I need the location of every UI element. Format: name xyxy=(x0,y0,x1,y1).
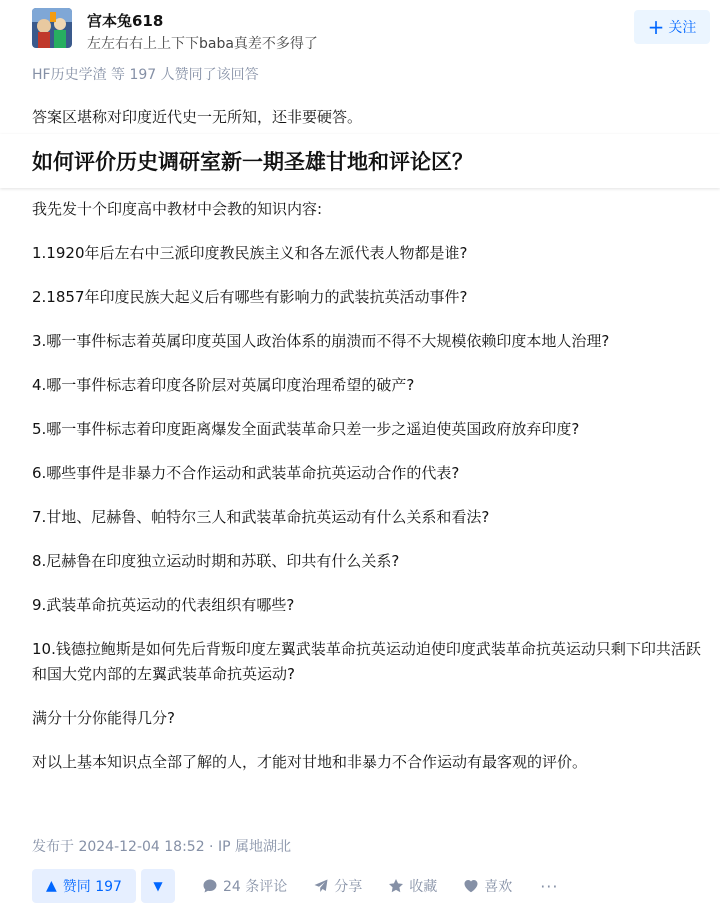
triangle-down-icon: ▼ xyxy=(153,879,163,893)
paragraph: 10.钱德拉鲍斯是如何先后背叛印度左翼武装革命抗英运动迫使印度武装革命抗英运动只剩下印共活跃和国大党内部的左翼武装革命抗英运动? xyxy=(32,640,701,683)
paragraph: 7.甘地、尼赫鲁、帕特尔三人和武装革命抗英运动有什么关系和看法? xyxy=(32,508,490,526)
author-name[interactable]: 宫本兔618 xyxy=(87,12,164,30)
paragraph: 5.哪一事件标志着印度距离爆发全面武装革命只差一步之遥迫使英国政府放弃印度? xyxy=(32,420,580,438)
paragraph: 3.哪一事件标志着英属印度英国人政治体系的崩溃而不得不大规模依赖印度本地人治理? xyxy=(32,332,610,350)
author-bio: 左左右右上上下下baba真差不多得了 xyxy=(87,36,318,52)
paragraph: 8.尼赫鲁在印度独立运动时期和苏联、印共有什么关系? xyxy=(32,552,400,570)
paragraph: 1.1920年后左右中三派印度教民族主义和各左派代表人物都是谁? xyxy=(32,244,468,262)
author-card xyxy=(32,6,720,56)
favorite-button[interactable] xyxy=(388,876,437,896)
paragraph: 4.哪一事件标志着印度各阶层对英属印度治理希望的破产? xyxy=(32,376,415,394)
share-button[interactable] xyxy=(313,876,362,896)
paragraph: 6.哪些事件是非暴力不合作运动和武装革命抗英运动合作的代表? xyxy=(32,464,460,482)
paragraph: 对以上基本知识点全部了解的人，才能对甘地和非暴力不合作运动有最客观的评价。 xyxy=(32,753,588,771)
paragraph: 2.1857年印度民族大起义后有哪些有影响力的武装抗英活动事件? xyxy=(32,288,468,306)
question-header xyxy=(0,134,720,188)
like-button[interactable] xyxy=(463,876,512,896)
triangle-up-icon: ▲ xyxy=(46,878,57,894)
plus-icon: + xyxy=(647,15,665,39)
like-label: 喜欢 xyxy=(484,879,513,895)
paragraph: 9.武装革命抗英运动的代表组织有哪些? xyxy=(32,596,295,614)
vote-info[interactable]: HF历史学渣 等 197 人赞同了该回答 xyxy=(32,67,259,83)
star-icon xyxy=(388,878,404,894)
comment-label: 24 条评论 xyxy=(222,879,288,895)
upvote-button[interactable] xyxy=(32,869,136,903)
action-bar xyxy=(32,869,558,903)
avatar[interactable] xyxy=(32,8,72,48)
more-button[interactable]: ··· xyxy=(540,876,559,896)
follow-button[interactable] xyxy=(634,10,710,44)
favorite-label: 收藏 xyxy=(409,879,438,895)
publish-meta[interactable]: 发布于 2024-12-04 18:52 · IP 属地湖北 xyxy=(32,839,291,855)
answer-intro: 答案区堪称对印度近代史一无所知，还非要硬答。 xyxy=(32,108,363,126)
comment-icon xyxy=(202,878,218,894)
share-label: 分享 xyxy=(334,879,363,895)
paragraph: 我先发十个印度高中教材中会教的知识内容: xyxy=(32,200,323,218)
follow-label: 关注 xyxy=(668,20,697,36)
answer-content xyxy=(32,197,714,794)
comment-button[interactable] xyxy=(202,876,287,896)
paragraph: 满分十分你能得几分? xyxy=(32,709,175,727)
downvote-button[interactable] xyxy=(141,869,175,903)
upvote-label: 赞同 197 xyxy=(62,879,122,895)
question-title[interactable]: 如何评价历史调研室新一期圣雄甘地和评论区？ xyxy=(32,150,473,174)
share-icon xyxy=(313,878,329,894)
heart-icon xyxy=(463,878,479,894)
